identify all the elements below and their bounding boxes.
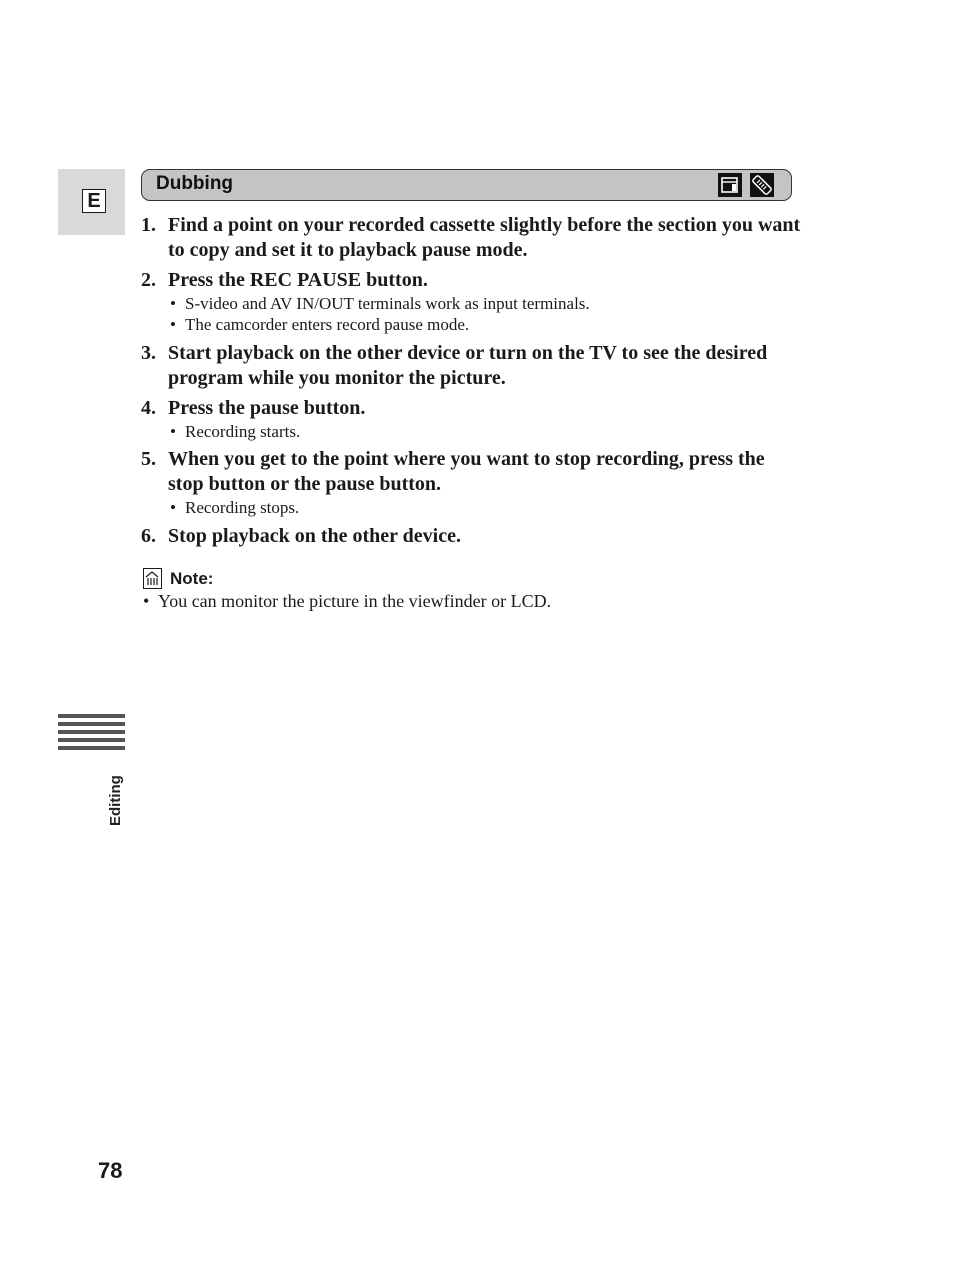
step-number: 3. <box>141 342 156 364</box>
step-text: When you get to the point where you want to stop recording, press the stop button or the pause button. <box>168 448 765 495</box>
step-5 <box>141 447 801 518</box>
step-text: Start playback on the other device or turn on the TV to see the desired program while you monitor the picture. <box>168 342 768 389</box>
step-number: 1. <box>141 214 156 236</box>
step-text: Find a point on your recorded cassette slightly before the section you want to copy and set it to playback pause mode. <box>168 214 801 261</box>
step-6 <box>141 524 801 549</box>
step-bullet: • Recording stops. <box>168 497 801 518</box>
camera-mode-icon <box>718 173 742 197</box>
step-4 <box>141 396 801 442</box>
section-header <box>141 169 792 201</box>
page-number: 78 <box>98 1158 123 1183</box>
chapter-label: Editing <box>107 775 124 826</box>
step-number: 6. <box>141 525 156 547</box>
step-number: 5. <box>141 448 156 470</box>
note-icon <box>143 568 162 589</box>
step-1 <box>141 213 801 263</box>
note-item: • You can monitor the picture in the viewfinder or LCD. <box>141 590 808 612</box>
step-bullet: • S-video and AV IN/OUT terminals work as input terminals. <box>168 293 801 314</box>
step-3 <box>141 341 801 391</box>
step-number: 2. <box>141 269 156 291</box>
section-title: Dubbing <box>156 173 234 194</box>
play-vcr-mode-icon <box>750 173 774 197</box>
step-text: Stop playback on the other device. <box>168 525 461 547</box>
step-bullet: • The camcorder enters record pause mode. <box>168 314 801 335</box>
step-bullet: • Recording starts. <box>168 421 801 442</box>
step-2 <box>141 268 801 335</box>
language-tab <box>58 169 125 235</box>
instruction-steps <box>141 213 801 549</box>
step-text: Press the REC PAUSE button. <box>168 269 428 291</box>
language-indicator: E <box>82 189 106 213</box>
note-label: Note: <box>170 569 214 588</box>
step-text: Press the pause button. <box>168 397 366 419</box>
step-number: 4. <box>141 397 156 419</box>
chapter-marker-lines <box>58 714 125 754</box>
